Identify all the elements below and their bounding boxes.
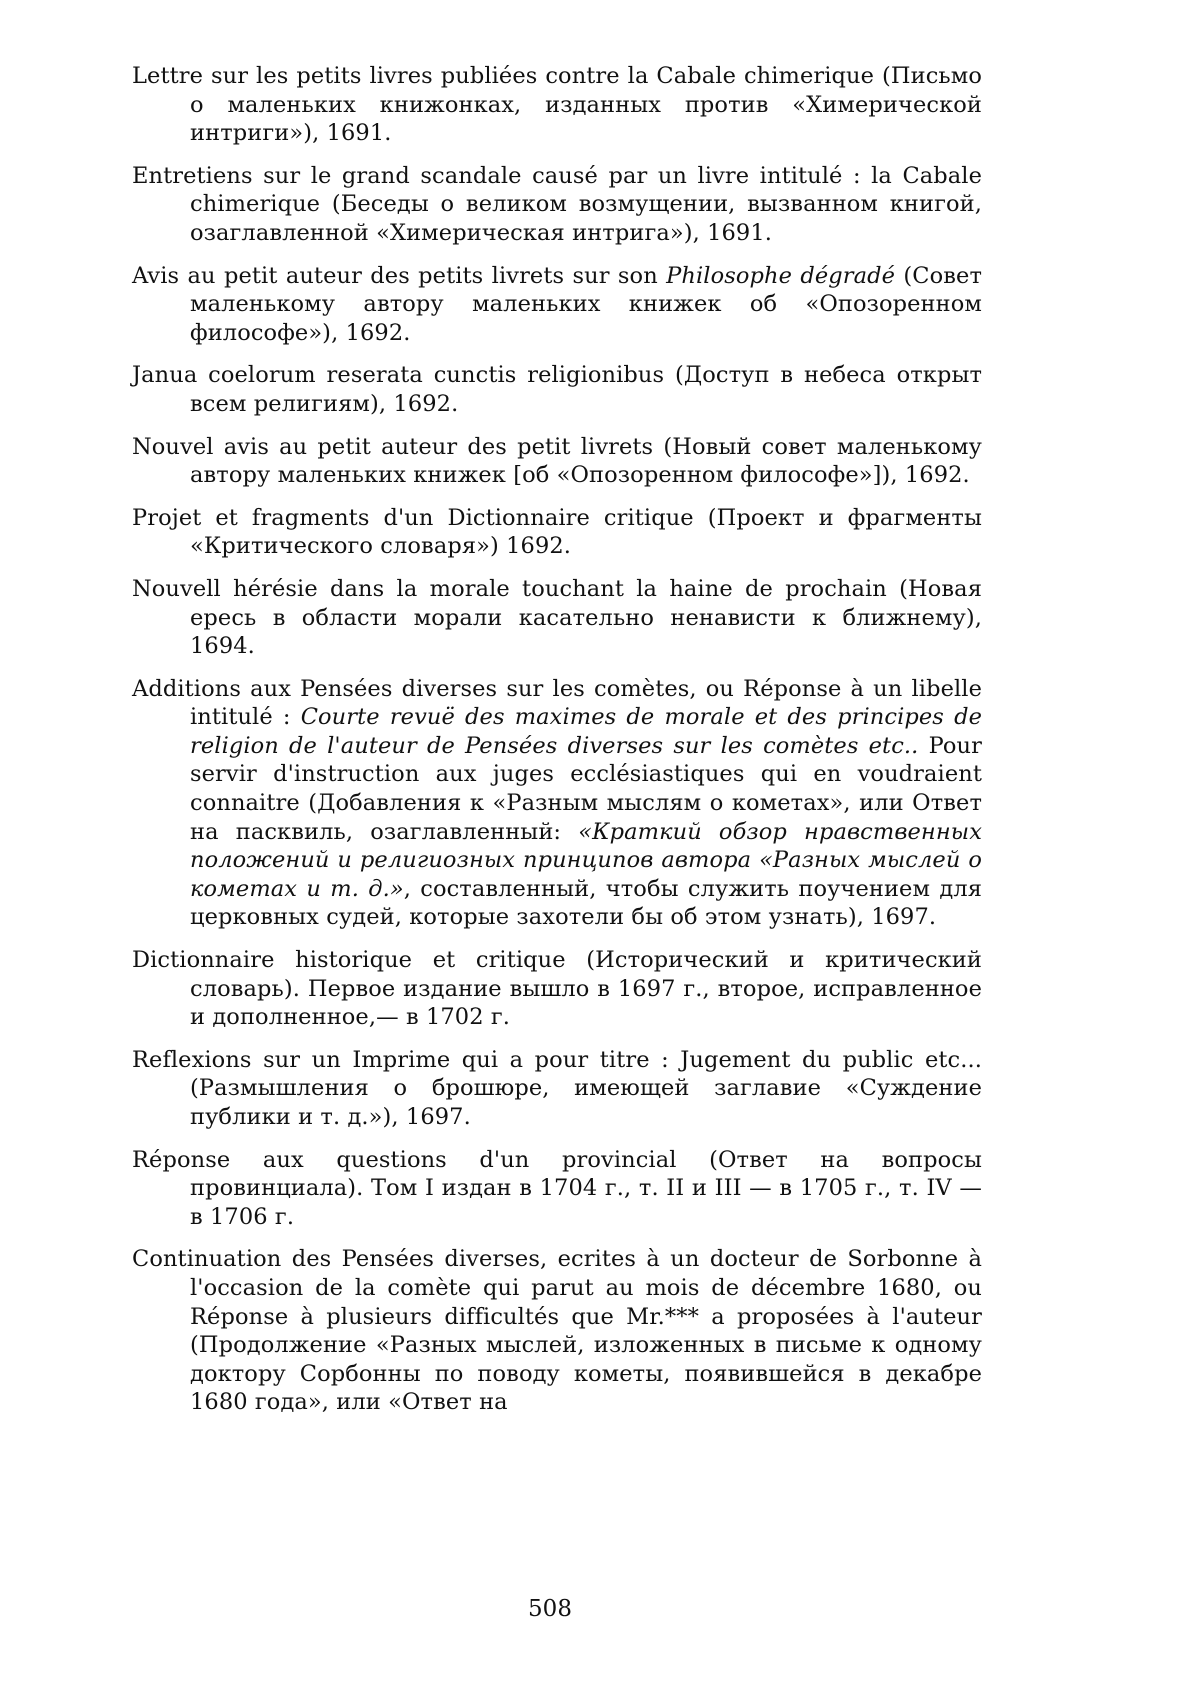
- bibliography-entry-7: Nouvell hérésie dans la morale touchant la haine de prochain (Новая ересь в области морали касательно ненависти к ближнему), 1694.: [132, 575, 982, 660]
- bibliography-entry-4: Janua coelorum reserata cunctis religionibus (Доступ в небеса открыт всем религиям), 1692.: [132, 362, 982, 417]
- bibliography-entry-6: Projet et fragments d'un Dictionnaire critique (Проект и фрагменты «Критического словаря») 1692.: [132, 504, 982, 560]
- bibliography-entry-1: Lettre sur les petits livres publiées contre la Cabale chimerique (Письмо о маленьких книжонках, изданных против «Химерической интриги»), 1691.: [132, 63, 982, 147]
- entry-text: (Совет маленькому автору маленьких книжек об «Опозоренном философе»), 1692.: [190, 262, 982, 346]
- entry-text: Avis au petit auteur des petits livrets sur son: [132, 262, 667, 289]
- bibliography-entry-3: [132, 262, 982, 348]
- bibliography-entry-10: Reflexions sur un Imprime qui a pour titre : Jugement du public etc... (Размышления о брошюре, имеющей заглавие «Суждение публики и т. д.»), 1697.: [132, 1046, 982, 1130]
- bibliography-entry-8: [132, 675, 982, 932]
- bibliography-entry-5: Nouvel avis au petit auteur des petit livrets (Новый совет маленькому автору маленьких книжек [об «Опозоренном философе»]), 1692.: [132, 433, 982, 489]
- entry-text: , составленный, чтобы служить поучением для церковных судей, которые захотели бы об этом узнать), 1697.: [190, 875, 983, 931]
- bibliography-entry-12: Continuation des Pensées diverses, ecrites à un docteur de Sorbonne à l'occasion de la comète qui parut au mois de décembre 1680, ou Réponse à plusieurs difficultés que Mr.*** a proposées à l'auteur (Продолжение «Разных мыслей, изложенных в письме к одному доктору Сорбонны по поводу кометы, появившейся в декабре 1680 года», или «Ответ на: [132, 1246, 982, 1416]
- bibliography-entry-11: Réponse aux questions d'un provincial (Ответ на вопросы провинциала). Том I издан в 1704 г., т. II и III — в 1705 г., т. IV — в 1706 г.: [132, 1146, 982, 1230]
- bibliography-entry-9: Dictionnaire historique et critique (Исторический и критический словарь). Первое издание вышло в 1697 г., второе, исправленное и дополненное,— в 1702 г.: [132, 947, 982, 1031]
- page-number: 508: [528, 1596, 572, 1622]
- bibliography-list: [132, 62, 982, 1431]
- entry-text: Pour servir d'instruction aux juges ecclésiastiques qui en voudraient connaitre (Добавления к «Разным мыслям о кометах», или Ответ на пасквиль, озаглавленный:: [190, 732, 982, 845]
- entry-italic-title: Philosophe dégradé: [666, 262, 896, 289]
- bibliography-entry-2: Entretiens sur le grand scandale causé par un livre intitulé : la Cabale chimerique (Беседы о великом возмущении, вызванном книгой, озаглавленной «Химерическая интрига»), 1691.: [132, 162, 982, 246]
- entry-text: Additions aux Pensées diverses sur les comètes, ou Réponse à un libelle intitulé :: [132, 675, 982, 731]
- entry-italic-title: Courte revuë des maximes de morale et des principes de religion de l'auteur de Pensées diverses sur les comètes etc..: [190, 704, 982, 759]
- entry-italic-title-translation: «Краткий обзор нравственных положений и религиозных принципов автора «Разных мыслей о кометах и т. д.»: [190, 818, 982, 902]
